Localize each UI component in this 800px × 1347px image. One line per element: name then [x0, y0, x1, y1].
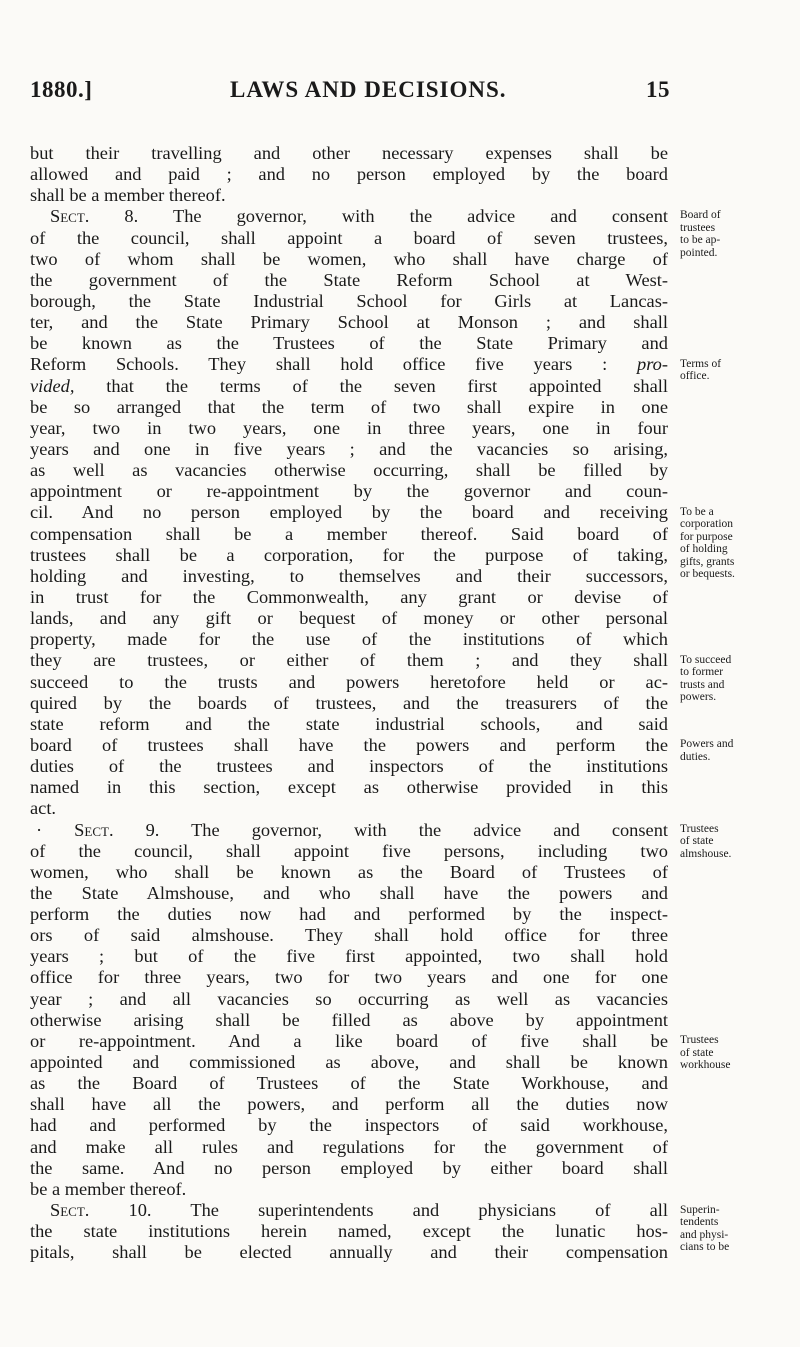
- line-text: had and performed by the inspectors of said workhouse,: [30, 1115, 668, 1136]
- text-line: [30, 629, 668, 650]
- text-line: [30, 1242, 668, 1263]
- text-line: [30, 1052, 668, 1073]
- line-text: shall be a member thereof.: [30, 185, 226, 206]
- text-line: [30, 989, 668, 1010]
- line-text: and make all rules and regulations for the government of: [30, 1136, 668, 1157]
- text-line: [30, 883, 668, 904]
- line-text: compensation shall be a member thereof. Said board of: [30, 523, 668, 544]
- line-text: perform the duties now had and performed by the inspect-: [30, 904, 668, 925]
- text-line: [30, 1158, 668, 1179]
- line-text: two of whom shall be women, who shall have charge of: [30, 248, 668, 269]
- running-header: [30, 77, 670, 107]
- text-line: [30, 735, 668, 756]
- line-text: years ; but of the five first appointed, two shall hold: [30, 946, 668, 967]
- text-line: [30, 206, 668, 227]
- line-text: quired by the boards of trustees, and the treasurers of the: [30, 692, 668, 713]
- header-title: LAWS AND DECISIONS.: [230, 77, 507, 102]
- text-line: [30, 1031, 668, 1052]
- text-line: [30, 798, 668, 819]
- text-line: [30, 143, 668, 164]
- italic-text: vided,: [30, 375, 75, 396]
- text-line: [30, 1073, 668, 1094]
- text-line: [30, 587, 668, 608]
- text-line: [30, 714, 668, 735]
- text-line: [30, 1010, 668, 1031]
- text-line: [30, 397, 668, 418]
- text-line: [30, 545, 668, 566]
- line-text: as well as vacancies otherwise occurring, shall be filled by: [30, 460, 668, 481]
- line-text: named in this section, except as otherwise provided in this: [30, 777, 668, 798]
- line-text: pitals, shall be elected annually and their compensation: [30, 1242, 668, 1263]
- italic-text: pro-: [637, 354, 668, 375]
- line-text: the State Almshouse, and who shall have the powers and: [30, 882, 668, 903]
- text-line: [30, 312, 668, 333]
- text-line: [30, 333, 668, 354]
- line-text: they are trustees, or either of them ; and they shall: [30, 650, 668, 671]
- text-line: [30, 481, 668, 502]
- line-text: appointed and commissioned as above, and shall be known: [30, 1052, 668, 1073]
- line-text: property, made for the use of the institutions of which: [30, 629, 668, 650]
- text-line: [30, 249, 668, 270]
- text-line: [30, 777, 668, 798]
- line-text: years and one in five years ; and the vacancies so arising,: [30, 438, 668, 459]
- line-text: year ; and all vacancies so occurring as well as vacancies: [30, 988, 668, 1009]
- text-line: [30, 228, 668, 249]
- text-line: [30, 1094, 668, 1115]
- text-line: [30, 967, 668, 988]
- line-text: in trust for the Commonwealth, any grant or devise of: [30, 586, 668, 607]
- line-text: but their travelling and other necessary expenses shall be: [30, 143, 668, 163]
- line-text: ors of said almshouse. They shall hold office for three: [30, 925, 668, 946]
- line-text: holding and investing, to themselves and their successors,: [30, 565, 668, 586]
- margin-note: Powers and duties.: [680, 738, 734, 763]
- text-line: [30, 820, 668, 841]
- line-text: allowed and paid ; and no person employed by the board: [30, 164, 668, 185]
- header-year: 1880.]: [30, 77, 93, 102]
- section-heading: Sect. 10.: [50, 1200, 152, 1221]
- line-text: the state institutions herein named, except the lunatic hos-: [30, 1221, 668, 1242]
- text-line: [30, 185, 668, 206]
- line-text: The superintendents and physicians of all: [151, 1200, 669, 1221]
- line-text: trustees shall be a corporation, for the purpose of taking,: [30, 544, 668, 565]
- text-line: [30, 1115, 668, 1136]
- line-text: board of trustees shall have the powers and perform the: [30, 734, 668, 755]
- text-line: [30, 270, 668, 291]
- text-line: [30, 946, 668, 967]
- line-text: lands, and any gift or bequest of money or other personal: [30, 608, 668, 629]
- text-line: [30, 756, 668, 777]
- text-line: [30, 925, 668, 946]
- line-text: be a member thereof.: [30, 1178, 187, 1199]
- text-line: [30, 1221, 668, 1242]
- text-line: [30, 672, 668, 693]
- margin-note: Terms of office.: [680, 357, 722, 382]
- text-line: [30, 460, 668, 481]
- text-line: [30, 354, 668, 375]
- text-line: [30, 608, 668, 629]
- line-text: duties of the trustees and inspectors of the institutions: [30, 756, 668, 777]
- text-line: [30, 376, 668, 397]
- margin-note: Superin- tendents and physi- cians to be: [680, 1203, 730, 1253]
- line-text: of the council, shall appoint five persons, including two: [30, 840, 668, 861]
- text-line: [30, 1137, 668, 1158]
- margin-note: Trustees of state workhouse: [680, 1034, 731, 1072]
- line-text: appointment or re-appointment by the governor and coun-: [30, 481, 668, 502]
- line-text: cil. And no person employed by the board and receiving: [30, 502, 668, 523]
- line-text: otherwise arising shall be filled as above by appointment: [30, 1009, 668, 1030]
- line-text: shall have all the powers, and perform all the duties now: [30, 1094, 668, 1115]
- body-text: [30, 143, 668, 1263]
- line-text: be so arranged that the term of two shall expire in one: [30, 396, 668, 417]
- text-line: [30, 862, 668, 883]
- margin-note: Trustees of state almshouse.: [680, 822, 732, 860]
- text-line: [30, 650, 668, 671]
- line-text: ter, and the State Primary School at Monson ; and shall: [30, 312, 668, 333]
- text-line: [30, 1200, 668, 1221]
- line-text: women, who shall be known as the Board of Trustees of: [30, 861, 668, 882]
- text-line: [30, 566, 668, 587]
- text-line: [30, 1179, 668, 1200]
- margin-note: To be a corporation for purpose of holding gifts, grants or bequests.: [680, 505, 735, 581]
- line-text: that the terms of the seven first appointed shall: [74, 375, 668, 396]
- line-text: succeed to the trusts and powers heretofore held or ac-: [30, 671, 668, 692]
- line-text: the government of the State Reform School at West-: [30, 269, 668, 290]
- line-text: borough, the State Industrial School for Girls at Lancas-: [30, 290, 668, 311]
- line-text: Reform Schools. They shall hold office five years :: [30, 354, 637, 375]
- line-text: The governor, with the advice and consent: [138, 206, 668, 227]
- margin-note: Board of trustees to be ap- pointed.: [680, 209, 721, 259]
- text-line: [30, 524, 668, 545]
- margin-note: To succeed to former trusts and powers.: [680, 653, 732, 704]
- line-text: be known as the Trustees of the State Primary and: [30, 333, 668, 354]
- text-line: [30, 418, 668, 439]
- text-line: [30, 693, 668, 714]
- section-heading: Sect. 8.: [50, 206, 139, 227]
- line-text: of the council, shall appoint a board of seven trustees,: [30, 227, 668, 248]
- text-line: [30, 164, 668, 185]
- line-text: office for three years, two for two years and one for one: [30, 967, 668, 988]
- page-number: 15: [646, 77, 670, 102]
- line-text: as the Board of Trustees of the State Workhouse, and: [30, 1073, 668, 1094]
- section-heading: · Sect. 9.: [36, 819, 160, 840]
- line-text: The governor, with the advice and consent: [159, 819, 668, 840]
- line-text: or re-appointment. And a like board of five shall be: [30, 1030, 668, 1051]
- text-line: [30, 841, 668, 862]
- line-text: state reform and the state industrial schools, and said: [30, 713, 668, 734]
- text-line: [30, 904, 668, 925]
- line-text: act.: [30, 798, 57, 819]
- line-text: year, two in two years, one in three years, one in four: [30, 417, 668, 438]
- text-line: [30, 439, 668, 460]
- line-text: the same. And no person employed by either board shall: [30, 1157, 668, 1178]
- text-line: [30, 502, 668, 523]
- text-line: [30, 291, 668, 312]
